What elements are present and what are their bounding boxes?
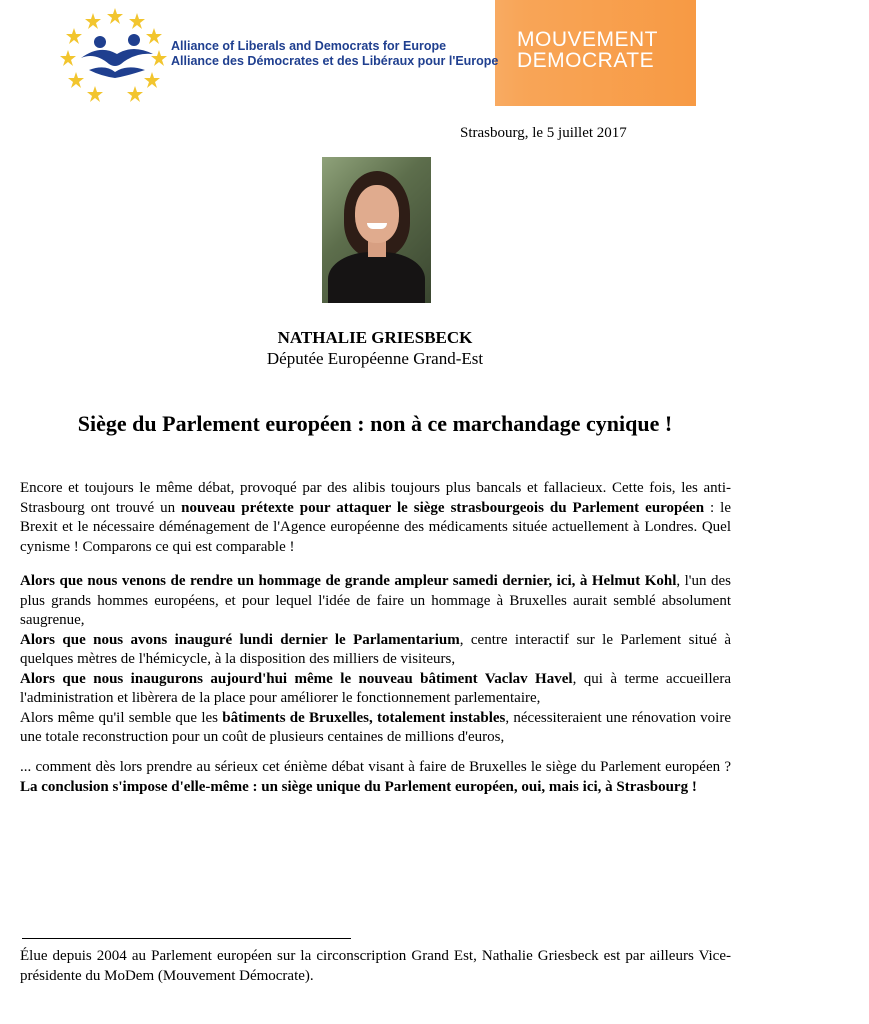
press-release-date: Strasbourg, le 5 juillet 2017 [460, 125, 627, 141]
alde-line-fr-europe: Europe [455, 54, 499, 68]
alde-line-en-text: Alliance of Liberals and Democrats for [171, 39, 404, 53]
alde-logo [55, 6, 175, 102]
footnote-divider [22, 938, 351, 939]
text-run: , qui à terme accueillera l'administration et libèrera de la place pour améliorer le fonctionnement parlementaire, [20, 670, 731, 706]
alde-line-en [171, 39, 498, 54]
alde-figures-icon [81, 34, 153, 78]
bold-run: bâtiments de Bruxelles, totalement instables [222, 709, 506, 726]
author-role: Députée Européenne Grand-Est [266, 349, 484, 368]
text-run: , nécessiteraient une rénovation voire une totale reconstruction pour un coût de plusieurs centaines de millions d'euros, [20, 709, 731, 745]
modem-line-1: MOUVEMENT [517, 28, 658, 51]
text-run: ... comment dès lors prendre au sérieux cet énième débat visant à faire de Bruxelles le siège du Parlement européen ? [20, 759, 731, 775]
author-portrait [322, 157, 431, 303]
press-release-title: Siège du Parlement européen : non à ce marchandage cynique ! [77, 411, 673, 436]
author-name: NATHALIE GRIESBECK [277, 328, 473, 347]
bold-run: Alors que nous avons inauguré lundi dernier le Parlamentarium [20, 631, 460, 648]
text-run: Encore et toujours le même débat, provoqué par des alibis toujours plus bancals et fallacieux. Cette fois, les anti-Strasbourg ont trouvé un [20, 480, 731, 516]
alde-line-fr-text: Alliance des Démocrates et des Libéraux pour l' [171, 54, 456, 68]
text-run: , l'un des plus grands hommes européens, et pour lequel l'idée de faire un hommage à Bruxelles aurait semblé absolument saugrenue, [20, 573, 731, 628]
modem-logo [517, 29, 683, 79]
alde-line-fr [171, 54, 498, 69]
footnote: Élue depuis 2004 au Parlement européen sur la circonscription Grand Est, Nathalie Griesbeck est par ailleurs Vice-présidente du MoDem (Mouvement Démocrate). [20, 948, 731, 984]
bold-run: La conclusion s'impose d'elle-même : un siège unique du Parlement européen, oui, mais ici, à Strasbourg ! [20, 778, 697, 795]
paragraph-arguments [20, 572, 731, 748]
alde-line-en-europe: Europe [403, 39, 447, 53]
paragraph-conclusion [20, 758, 731, 797]
modem-line-2: DEMOCRATE [517, 49, 655, 72]
paragraph-intro [20, 479, 731, 557]
text-run: , centre interactif sur le Parlement situé à quelques mètres de l'hémicycle, à la disposition des milliers de visiteurs, [20, 631, 731, 667]
text-run: Alors même qu'il semble que les [20, 709, 223, 726]
bold-run: nouveau prétexte pour attaquer le siège strasbourgeois du Parlement européen [181, 499, 705, 516]
header-banner [55, 0, 696, 106]
bold-run: Alors que nous inaugurons aujourd'hui même le nouveau bâtiment Vaclav Havel [20, 670, 573, 687]
bold-run: Alors que nous venons de rendre un hommage de grande ampleur samedi dernier, ici, à Helmut Kohl [20, 573, 677, 589]
alde-name [171, 39, 498, 69]
text-run: : le Brexit et le nécessaire déménagement de l'Agence européenne des médicaments située actuellement à Londres. Quel cynisme ! Comparons ce qui est comparable ! [20, 499, 731, 555]
